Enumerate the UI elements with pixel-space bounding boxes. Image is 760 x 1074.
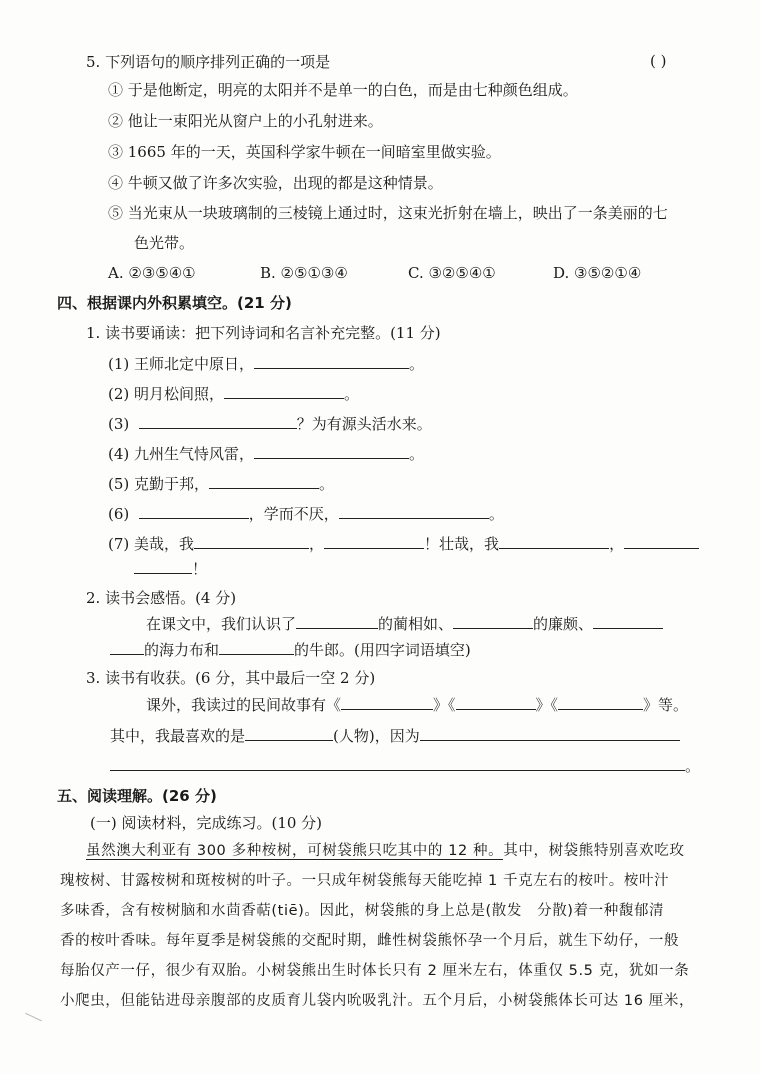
blank-3[interactable]: [139, 413, 297, 429]
period: 。: [409, 355, 425, 373]
q5-stem: 5. 下列语句的顺序排列正确的一项是: [86, 53, 331, 71]
q3-text-c: 》《: [535, 696, 559, 714]
option-c[interactable]: C. ③②⑤④①: [408, 264, 496, 282]
period: 。: [685, 757, 701, 775]
underlined-sentence: 虽然澳大利亚有 300 多种桉树，可树袋熊只吃其中的 12 种。: [86, 843, 504, 859]
blank-q2-1[interactable]: [296, 613, 378, 629]
fill-item-1: [108, 353, 424, 374]
period: 。: [488, 505, 504, 523]
q2-text-e: 的牛郎。(用四字词语填空): [294, 641, 471, 659]
sentence-2: ② 他让一束阳光从窗户上的小孔射进来。: [108, 112, 383, 130]
item-5-text: (5) 克勤于邦，: [108, 475, 210, 493]
option-a[interactable]: A. ②③⑤④①: [108, 264, 196, 282]
fill-item-3: [108, 413, 432, 434]
blank-6a[interactable]: [139, 503, 249, 519]
blank-q2-3-cont[interactable]: [110, 639, 144, 655]
q2-text-a: 在课文中，我们认识了: [146, 615, 297, 633]
option-d[interactable]: D. ③⑤②①④: [553, 264, 642, 282]
blank-7c[interactable]: [499, 533, 609, 549]
q3-text-b: 》《: [433, 696, 456, 714]
exclamation: ！: [192, 560, 208, 578]
q3-text-a: 课外，我读过的民间故事有《: [146, 696, 342, 714]
q4-2-stem: 2. 读书会感悟。(4 分): [86, 589, 237, 607]
q2-text-d: 的海力布和: [144, 641, 220, 659]
comma: ，: [309, 535, 325, 553]
fill-item-7-cont: [134, 558, 207, 579]
item-6-text: ，学而不厌，: [248, 505, 339, 523]
sentence-4: ④ 牛顿又做了许多次实验，出现的都是这种情景。: [108, 174, 443, 192]
blank-q3-3[interactable]: [558, 694, 643, 710]
fill-item-5: [108, 473, 334, 494]
scan-mark: [20, 1013, 42, 1032]
blank-q3-4[interactable]: [245, 725, 333, 741]
blank-q3-5-cont[interactable]: [110, 755, 685, 771]
period: 。: [409, 445, 425, 463]
item-7-text-a: (7) 美哉，我: [108, 535, 195, 553]
passage-line-5: 每胎仅产一仔，很少有双胎。小树袋熊出生时体长只有 2 厘米左右，体重仅 5.5 克，犹如一条: [60, 963, 690, 979]
item-2-text: (2) 明月松间照，: [108, 385, 225, 403]
q4-2-line-1: [146, 613, 663, 634]
item-6-num: (6): [108, 505, 130, 523]
sentence-5-cont: 色光带。: [134, 234, 195, 252]
item-3-num: (3): [108, 415, 130, 433]
passage-line-2: 瑰桉树、甘露桉树和斑桉树的叶子。一只成年树袋熊每天能吃掉 1 千克左右的桉叶。桉叶汁: [60, 873, 670, 889]
passage-line-4: 香的桉叶香味。每年夏季是树袋熊的交配时期，雌性树袋熊怀孕一个月后，就生下幼仔，一般: [60, 933, 680, 949]
item-7-text-b: ！壮哉，我: [424, 535, 500, 553]
blank-7d[interactable]: [624, 533, 699, 549]
answer-paren[interactable]: ( ): [650, 52, 667, 70]
blank-7e[interactable]: [134, 558, 192, 574]
blank-7a[interactable]: [194, 533, 309, 549]
blank-q2-3[interactable]: [593, 613, 663, 629]
passage-line-3: 多味香，含有桉树脑和水茴香萜(tiē)。因此，树袋熊的身上总是(散发 分散)着一种馥郁清: [60, 903, 665, 919]
option-b[interactable]: B. ②⑤①③④: [260, 264, 348, 282]
passage-line-6: 小爬虫，但能钻进母亲腹部的皮质育儿袋内吮吸乳汁。五个月后，小树袋熊体长可达 16 厘米，: [60, 993, 695, 1009]
reading-1-heading: (一) 阅读材料，完成练习。(10 分): [90, 814, 323, 832]
blank-6b[interactable]: [339, 503, 489, 519]
blank-q2-2[interactable]: [453, 613, 533, 629]
section-5-title: 五、阅读理解。(26 分): [57, 787, 217, 805]
q4-1-stem: 1. 读书要诵读：把下列诗词和名言补充完整。(11 分): [86, 324, 441, 342]
q4-3-line-3: [110, 755, 700, 776]
passage-line-1: [86, 841, 684, 861]
comma: ，: [609, 535, 625, 553]
item-1-text: (1) 王师北定中原日，: [108, 355, 255, 373]
item-3-text: ？为有源头活水来。: [296, 415, 432, 433]
blank-2[interactable]: [224, 383, 344, 399]
item-4-text: (4) 九州生气恃风雷，: [108, 445, 255, 463]
fill-item-6: [108, 503, 504, 524]
period: 。: [344, 385, 360, 403]
blank-4[interactable]: [254, 443, 409, 459]
q3-text-e: 其中，我最喜欢的是: [110, 727, 246, 745]
blank-q3-2[interactable]: [456, 694, 536, 710]
passage-text: 其中，树袋熊特别喜欢吃玫: [503, 843, 685, 859]
q3-text-f: (人物)，因为: [333, 727, 420, 745]
q4-3-line-1: [146, 694, 688, 715]
q2-text-b: 的蔺相如、: [378, 615, 454, 633]
blank-1[interactable]: [254, 353, 409, 369]
fill-item-2: [108, 383, 359, 404]
q3-text-d: 》等。: [643, 696, 689, 714]
sentence-1: ① 于是他断定，明亮的太阳并不是单一的白色，而是由七种颜色组成。: [108, 81, 578, 99]
fill-item-7: [108, 533, 699, 554]
fill-item-4: [108, 443, 424, 464]
q4-2-line-2: [110, 639, 471, 660]
blank-q2-4[interactable]: [219, 639, 294, 655]
blank-7b[interactable]: [324, 533, 424, 549]
q2-text-c: 的廉颇、: [533, 615, 594, 633]
q4-3-line-2: [110, 725, 680, 746]
sentence-5: ⑤ 当光束从一块玻璃制的三棱镜上通过时，这束光折射在墙上，映出了一条美丽的七: [108, 204, 668, 222]
blank-q3-1[interactable]: [341, 694, 433, 710]
blank-q3-5[interactable]: [420, 725, 680, 741]
q4-3-stem: 3. 读书有收获。(6 分，其中最后一空 2 分): [86, 669, 376, 687]
sentence-3: ③ 1665 年的一天，英国科学家牛顿在一间暗室里做实验。: [108, 143, 501, 161]
section-4-title: 四、根据课内外积累填空。(21 分): [57, 294, 292, 312]
blank-5[interactable]: [209, 473, 319, 489]
period: 。: [319, 475, 335, 493]
